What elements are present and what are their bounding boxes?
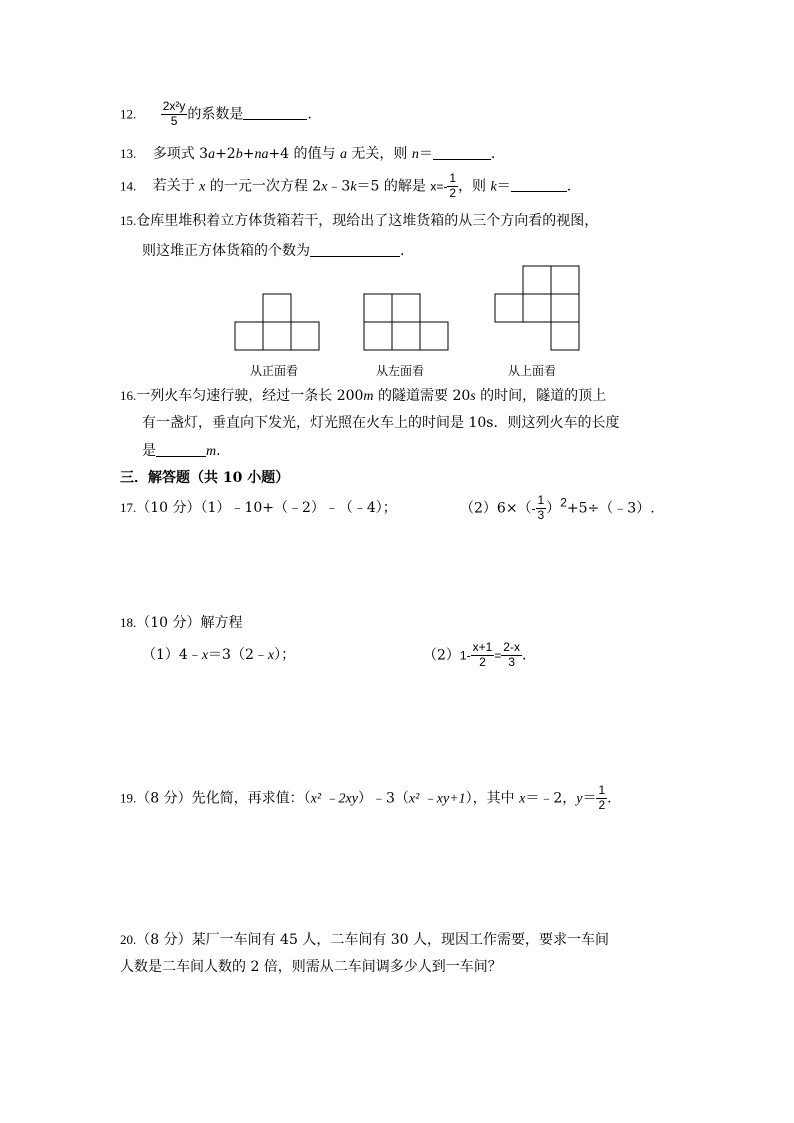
question-20: 20.（8 分）某厂一车间有 45 人，二车间有 30 人，现因工作需要，要求一车间 — [120, 932, 610, 948]
question-12: 12. $\frac{\text{2x²y}}{5}$ 的系数是 . — [120, 99, 312, 128]
question-16-line2: 有一盏灯，垂直向下发光，灯光照在火车上的时间是 10s．则这列火车的长度 — [142, 415, 620, 431]
question-14: 14. 若关于 x 的一元一次方程 2x﹣3k＝5 的解是 x=- $\frac{1}{2}$ ，则 k＝ . — [120, 171, 572, 200]
fraction: $\frac{1}{2}$ — [449, 171, 457, 200]
fraction: $\frac{1}{2}$ — [598, 783, 606, 812]
question-15-line2: 则这堆正方体货箱的个数为 . — [142, 243, 405, 259]
question-16: 16.一列火车匀速行驶，经过一条长 200m 的隧道需要 20s 的时间，隧道的顶上 — [120, 388, 607, 404]
question-17: 17.（10 分）（1）﹣10+（﹣2）﹣（﹣4）； — [120, 500, 397, 516]
fraction: $\frac{1}{3}$ — [537, 493, 545, 522]
fraction: $\frac{x+1}{2}$ — [472, 640, 493, 669]
fraction: $\frac{2-x}{3}$ — [503, 640, 520, 669]
question-13: 13. 多项式 3a+2b+na+4 的值与 a 无关，则 n＝ . — [120, 146, 496, 162]
section-heading: 三．解答题（共 10 小题） — [120, 470, 290, 486]
question-20-line2: 人数是二车间人数的 2 倍，则需从二车间调多少人到一车间？ — [120, 959, 502, 975]
fraction: $\frac{\text{2x²y}}{5}$ — [162, 99, 186, 128]
question-18-part1: （1）4﹣x＝3（2﹣x）； — [142, 647, 296, 663]
question-number: 12. — [120, 106, 137, 122]
question-16-line3: 是 m. — [142, 443, 221, 459]
answer-blank[interactable] — [310, 242, 400, 257]
question-18-part2: （2）1- $\frac{x+1}{2}$ = $\frac{2-x}{3}$ . — [423, 640, 527, 669]
caption-front: 从正面看 — [250, 364, 299, 378]
question-18: 18.（10 分）解方程 — [120, 615, 243, 631]
answer-blank[interactable] — [511, 177, 567, 192]
answer-blank[interactable] — [433, 145, 491, 160]
question-17-part2: （2）6×（- $\frac{1}{3}$ ）$^2$+5÷（﹣3）. — [460, 493, 655, 522]
left-view-figure — [363, 293, 453, 353]
question-15: 15.仓库里堆积着立方体货箱若干，现给出了这堆货箱的从三个方向看的视图， — [120, 213, 599, 229]
answer-blank[interactable] — [243, 105, 307, 120]
caption-left: 从左面看 — [376, 364, 425, 378]
top-view-figure — [494, 265, 584, 355]
front-view-figure — [234, 293, 324, 353]
caption-top: 从上面看 — [508, 364, 557, 378]
question-19: 19.（8 分）先化简，再求值：（x² ﹣2xy）﹣3（x² ﹣xy+1），其中 x＝﹣2，y＝ $\frac{1}{2}$ . — [120, 783, 612, 812]
answer-blank[interactable] — [156, 442, 206, 457]
